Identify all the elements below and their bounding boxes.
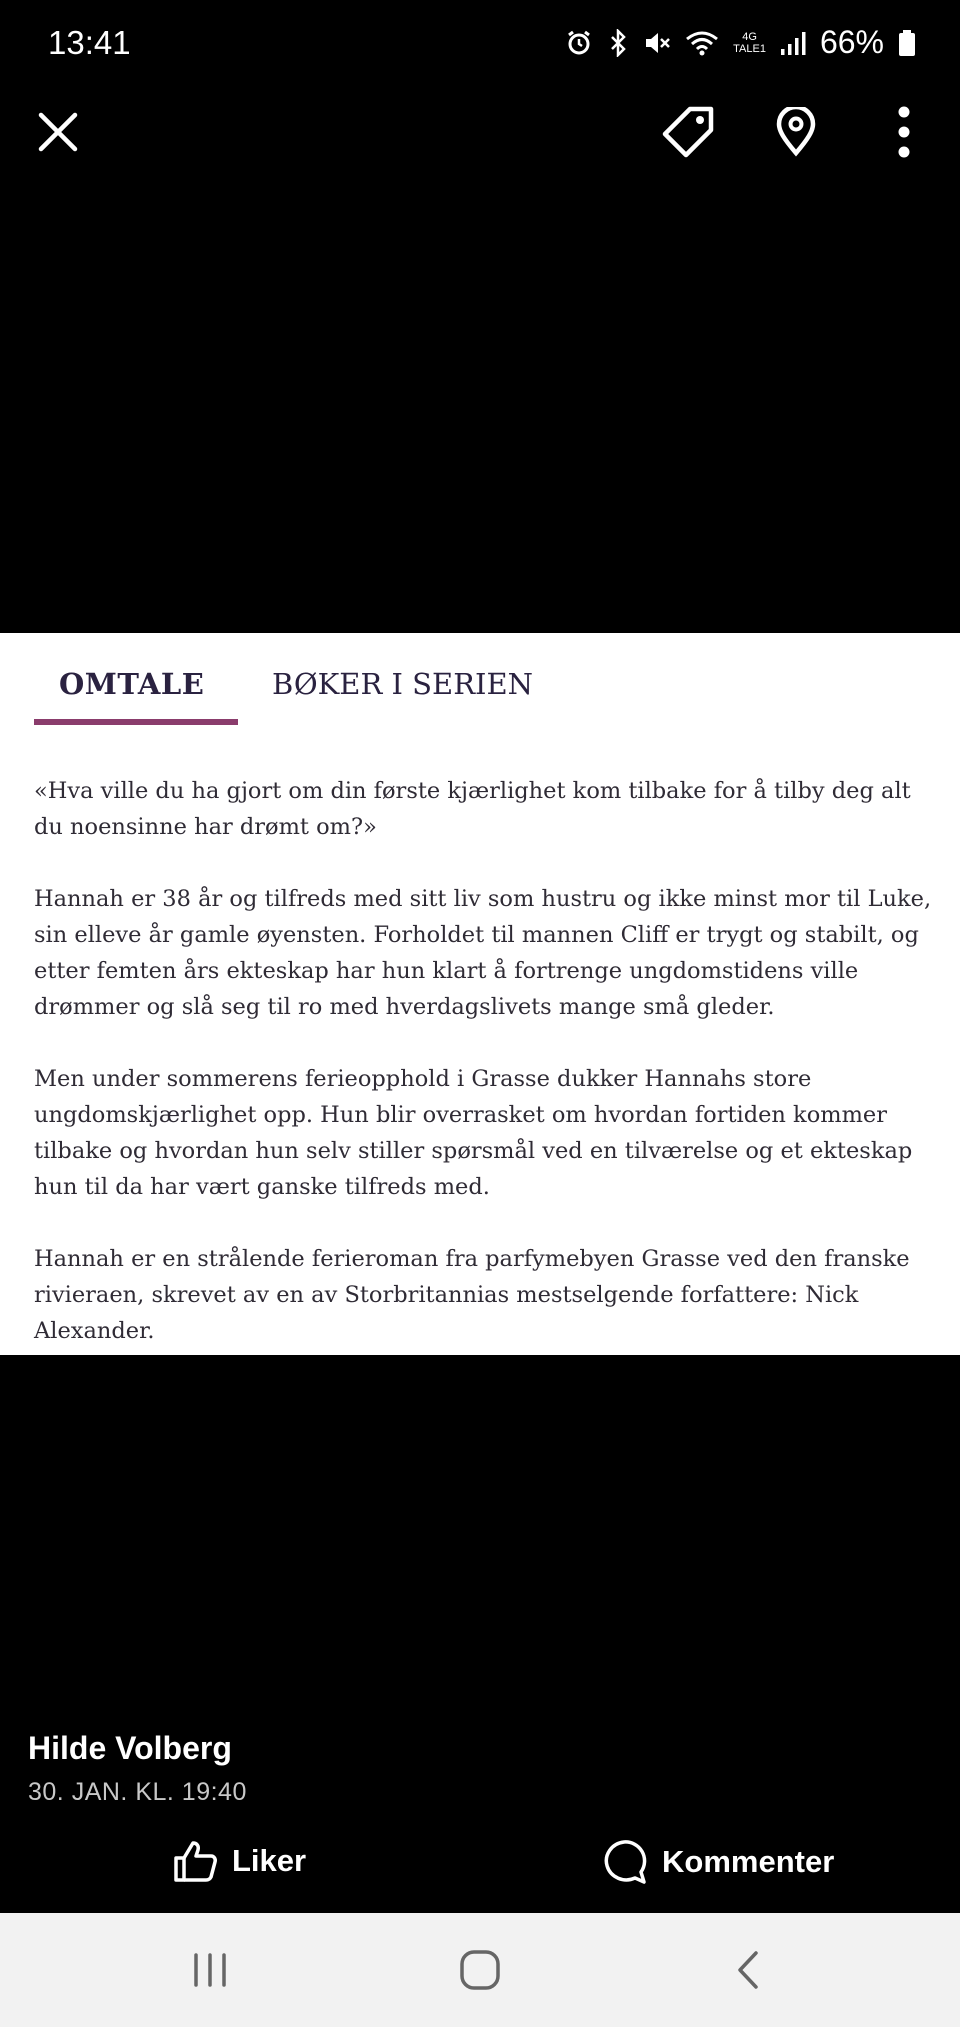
more-options-button[interactable] — [874, 100, 934, 164]
network-type — [733, 31, 766, 55]
network-top: 4G — [742, 30, 757, 43]
recent-apps-icon — [190, 1952, 230, 1988]
thumbs-up-icon — [172, 1838, 218, 1884]
status-time: 13:41 — [48, 24, 131, 61]
more-vertical-icon — [897, 106, 911, 158]
home-icon — [459, 1949, 501, 1991]
paragraph: Men under sommerens ferieopphold i Grasse dukker Hannahs store ungdomskjærlighet opp. Hun blir overrasket om hvordan fortiden kommer tilbake og hvordan hun selv stiller spørsmål ved en tilværelse og et ekteskap hun til da har vært ganske tilfreds med. — [34, 1066, 913, 1200]
post-actions — [0, 1830, 960, 1900]
like-button[interactable] — [172, 1838, 306, 1884]
status-bar — [0, 0, 960, 90]
viewer-toolbar — [0, 90, 960, 174]
author-name[interactable]: Hilde Volberg — [28, 1730, 232, 1766]
close-button[interactable] — [28, 102, 88, 162]
location-pin-icon — [774, 107, 818, 157]
wifi-icon — [685, 29, 719, 57]
comment-button[interactable] — [600, 1838, 834, 1886]
tab-omtale: OMTALE — [34, 667, 238, 725]
back-icon — [735, 1950, 761, 1990]
tag-button[interactable] — [656, 100, 720, 164]
battery-percent: 66% — [819, 24, 884, 60]
recent-apps-button[interactable] — [150, 1913, 270, 2027]
signal-icon — [780, 29, 806, 57]
paragraph: Hannah er en strålende ferieroman fra parfymebyen Grasse ved den franske rivieraen, skrevet av en av Storbritannias mestselgende forfattere: Nick Alexander. — [34, 1246, 910, 1344]
home-button[interactable] — [420, 1913, 540, 2027]
tag-icon — [660, 104, 716, 160]
mute-icon — [643, 29, 671, 57]
tab-boker-i-serien: BØKER I SERIEN — [272, 667, 534, 701]
location-button[interactable] — [764, 100, 828, 164]
comment-label: Kommenter — [662, 1844, 835, 1879]
alarm-icon — [565, 29, 593, 57]
photo[interactable] — [0, 633, 960, 1355]
back-button[interactable] — [688, 1913, 808, 2027]
network-bottom: TALE1 — [733, 42, 766, 55]
system-navigation-bar — [0, 1913, 960, 2027]
bluetooth-icon — [607, 29, 629, 57]
post-date: 30. JAN. KL. 19:40 — [28, 1778, 247, 1806]
status-icons — [565, 24, 916, 61]
comment-bubble-icon — [600, 1838, 648, 1886]
like-label: Liker — [232, 1843, 307, 1878]
book-description — [34, 773, 934, 1385]
paragraph: Hannah er 38 år og tilfreds med sitt liv som hustru og ikke minst mor til Luke, sin elleve år gamle øyensten. Forholdet til mannen Cliff er trygt og stabilt, og etter femten års ekteskap har hun klart å fortrenge ungdomstidens ville drømmer og slå seg til ro med hverdagslivets mange små gleder. — [34, 886, 932, 1020]
paragraph: «Hva ville du ha gjort om din første kjærlighet kom tilbake for å tilby deg alt du noensinne har drømt om?» — [34, 778, 911, 840]
photo-tabs — [34, 667, 533, 725]
close-icon — [38, 112, 78, 152]
battery-icon — [898, 29, 916, 57]
